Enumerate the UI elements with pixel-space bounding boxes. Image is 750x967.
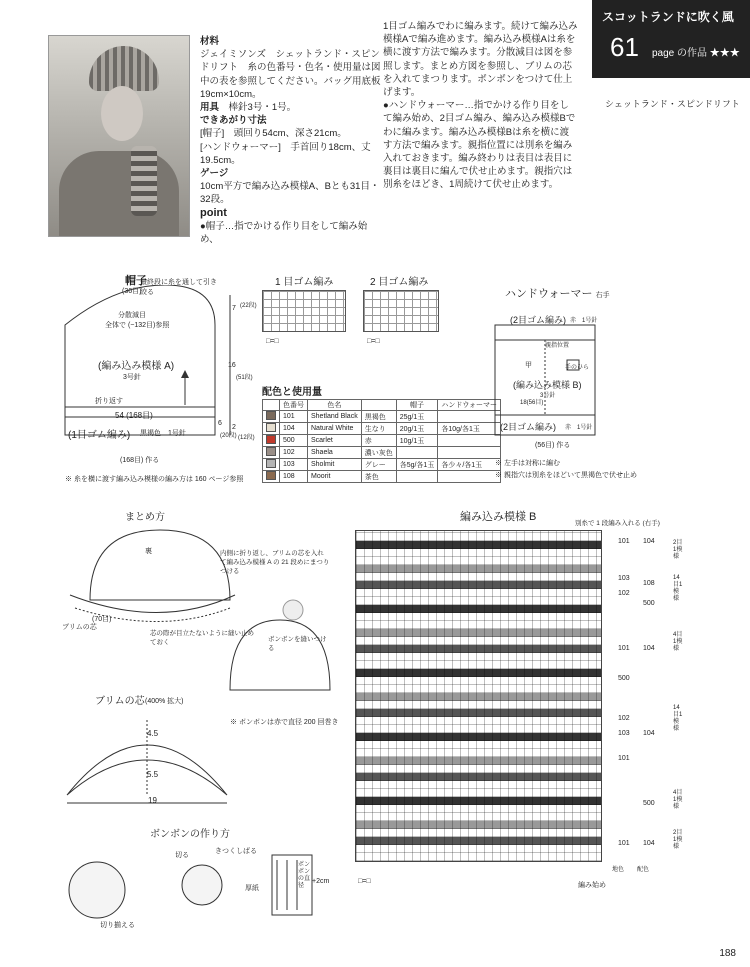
page-label: page の作品 ★★★: [652, 48, 740, 59]
warmer-mid-count: 18(56目): [520, 400, 544, 406]
brim-core-width: 19: [148, 796, 157, 805]
one-rib-chart: [262, 290, 346, 332]
pattern-row-label: 500: [618, 675, 630, 682]
pattern-col-base: 地色: [612, 867, 625, 873]
hat-dim-c: 6: [218, 420, 222, 427]
instructions-col1: [200, 35, 385, 246]
pattern-row-label: 500: [643, 800, 655, 807]
two-rib-chart: [363, 290, 439, 332]
two-rib-legend: □=□: [367, 338, 380, 345]
handwarmer-illustration: [131, 146, 157, 216]
table-row: 108 Moorit 茶色: [263, 471, 501, 483]
pattern-legend: □=□: [358, 878, 371, 885]
finishing-top-label: 裏: [145, 548, 152, 555]
article-header: [592, 0, 750, 78]
hat-needle: 3号針: [123, 374, 141, 381]
hat-dim-a-rows: (22段): [240, 303, 257, 309]
hat-fold-line: 折り返す: [95, 398, 123, 405]
hat-decrease-note: 分散減目: [118, 312, 146, 319]
pompom-size-note: ※ ボンボンは赤で直径 200 回巻き: [230, 719, 339, 726]
pattern-b-title: 編み込み模様 B: [460, 511, 537, 523]
table-row: 104 Natural White 生なり 20g/1玉 各10g/各1玉: [263, 423, 501, 435]
hat-dim-d-rows: (12段): [238, 435, 255, 441]
gauge-text: 10cm平方で編み込み模様A、Bとも31目・32段。: [200, 181, 380, 206]
hat-top-count: (36目): [122, 288, 142, 295]
table-row: 102 Shaela 濃い灰色: [263, 447, 501, 459]
warmer-needle: 3号針: [540, 393, 556, 399]
pattern-row-label: 103: [618, 575, 630, 582]
hat-pattern-label: (編み込み模様 A): [98, 361, 175, 372]
swatch-104: [266, 423, 276, 432]
pattern-col-contrast: 配色: [637, 867, 650, 873]
pattern-side-label: 2目1模様: [673, 830, 683, 850]
warmer-palm: 甲: [525, 362, 532, 369]
pattern-row-label: 102: [618, 590, 630, 597]
pattern-row-label: 104: [643, 730, 655, 737]
col2-paragraph-1: 1目ゴム編みでわに編みます。続けて編み込み模様Aで編み進めます。編み込み模様Aは糸を横に渡す方法で編みます。分散減目は図を参照します。まとめ方図を参照し、ブリムの芯を入れてまつります。ボンボンをつけて仕上げます。: [383, 21, 578, 99]
swatch-108: [266, 471, 276, 480]
materials-heading: 材料: [200, 36, 220, 47]
pompom-step-cut: 切る: [175, 852, 189, 859]
pattern-row-label: 104: [643, 645, 655, 652]
swatch-500: [266, 435, 276, 444]
size-hat: [帽子] 頭回り54cm、深さ21cm。: [200, 128, 347, 140]
size-warmer: [ハンドウォーマー] 手首回り18cm、丈19.5cm。: [200, 141, 371, 166]
header-name: 色名: [308, 400, 362, 411]
hat-ribbing-color: 黒褐色 1号針: [140, 430, 186, 437]
swatch-101: [266, 411, 276, 420]
header-num: 色番号: [280, 400, 308, 411]
pattern-row-label: 101: [618, 840, 630, 847]
pattern-side-label: 4目1模様: [673, 632, 683, 652]
article-title: スコットランドに吹く風: [602, 10, 734, 24]
hat-cast-on: (168目) 作る: [120, 457, 160, 464]
pompom-title: ボンボンの作り方: [150, 829, 230, 840]
warmer-note-1: ※ 左手は対称に編む: [495, 460, 560, 467]
hat-decrease-detail: 全体で (−132目)参照: [105, 322, 170, 329]
hat-top-note: 最終段に糸を通して引き絞る: [140, 279, 217, 296]
warmer-ribbing-bottom-note: 赤 1号針: [565, 425, 593, 431]
model-photo: [48, 35, 190, 237]
finishing-brim-count: (70目): [92, 616, 112, 623]
brim-core-title: ブリムの芯: [95, 696, 145, 707]
one-rib-title: 1 目ゴム編み: [275, 277, 334, 288]
pompom-cut-note: 切り揃える: [100, 922, 135, 929]
pattern-row-label: 101: [618, 755, 630, 762]
pattern-row-label: 102: [618, 715, 630, 722]
point-text: ●帽子…指でかける作り目をして編み始め、: [200, 220, 368, 246]
finishing-brim-label: ブリムの芯: [62, 624, 97, 631]
hat-footnote: ※ 糸を横に渡す編み込み模様の編み方は 160 ページ参照: [65, 476, 244, 483]
pompom-plus: +2cm: [312, 878, 330, 885]
hat-dim-a: 7: [232, 305, 236, 312]
materials-text: ジェイミソンズ シェットランド・スピンドリフト 糸の色番号・色名・使用量は図中の表を参照してください。バッグ用底板19cm×10cm。: [200, 49, 381, 100]
pattern-row-label: 104: [643, 840, 655, 847]
pattern-side-label: 2目1模様: [673, 540, 683, 560]
table-header-row: [263, 400, 501, 411]
color-usage-table: [262, 399, 501, 483]
warmer-title: ハンドウォーマー 右手: [505, 288, 610, 300]
warmer-thumb-pos: 親指位置: [545, 343, 570, 349]
pattern-row-label: 103: [618, 730, 630, 737]
swatch-102: [266, 447, 276, 456]
header-warmer: ハンドウォーマー: [438, 400, 501, 411]
point-heading: point: [200, 206, 227, 219]
swatch-103: [266, 459, 276, 468]
hat-diagram-title: 帽子: [125, 275, 147, 287]
brim-core-height-2: 5.5: [147, 770, 159, 779]
warmer-note-2: ※ 親指穴は別糸をほどいて黒褐色で伏せ止め: [495, 472, 637, 479]
pompom-card: 厚紙: [245, 885, 259, 892]
hat-dim-d: 2: [232, 424, 236, 431]
pattern-row-label: 101: [618, 645, 630, 652]
face-illustration: [101, 86, 143, 141]
finishing-fold-note: 内側に折り返し、ブリムの芯を入れて編み込み模様 A の 21 段めにまつりつける: [220, 550, 330, 575]
tools-heading: 用具: [200, 102, 220, 114]
finishing-title: まとめ方: [125, 512, 165, 523]
table-row: 103 Sholmit グレー 各5g/各1玉 各少々/各1玉: [263, 459, 501, 471]
pattern-row-label: 500: [643, 600, 655, 607]
table-row: 101 Shetland Black 黒褐色 25g/1玉: [263, 411, 501, 423]
pompom-note: ボンボンを縫いつける: [268, 636, 327, 652]
hat-illustration: [89, 46, 159, 91]
brim-core-scale: (400% 拡大): [145, 698, 184, 705]
pattern-b-note: 別糸で 1 段編み入れる (右手): [575, 520, 660, 527]
color-table-title: 配色と使用量: [262, 387, 322, 398]
finishing-brim-note: 芯の際が目立たないように縫い止めておく: [150, 630, 254, 646]
hat-ribbing: (1目ゴム編み): [68, 430, 131, 441]
gauge-heading: ゲージ: [200, 168, 229, 180]
table-row: 500 Scarlet 赤 10g/1玉: [263, 435, 501, 447]
pattern-side-label: 14目1模様: [673, 575, 683, 602]
article-number: 61: [610, 32, 639, 62]
pompom-diameter: ボンボンの直径: [298, 862, 311, 889]
pattern-b-color-column: [603, 530, 663, 860]
body-illustration: [59, 151, 179, 236]
col2-paragraph-2: ●ハンドウォーマー…指でかける作り目をして編み始め、2目ゴム編み、編み込み模様Bでわに編みます。編み込み模様Bは糸を横に渡す方法で編みます。親指位置には別糸を編み入れておきます。編み終わりは表目は表目に裏目は裏目に編んで伏せ止めます。親指穴は別糸をほどき、1周続けて伏せ止めます。: [383, 100, 576, 191]
brim-core-height-1: 4.5: [147, 729, 159, 738]
pattern-side-label: 14目1模様: [673, 705, 683, 732]
yarn-subtitle: シェットランド・スピンドリフト: [605, 99, 740, 109]
warmer-ribbing-top: (2目ゴム編み): [510, 315, 566, 325]
pompom-step-tie: きつくしばる: [215, 848, 257, 855]
pattern-side-label: 4目1模様: [673, 790, 683, 810]
warmer-pattern: (編み込み模様 B): [513, 380, 582, 390]
warmer-ribbing-bottom: (2目ゴム編み): [500, 422, 556, 432]
pattern-b-chart: [355, 530, 602, 862]
pattern-row-label: 104: [643, 538, 655, 545]
hat-dim-b-rows: (51段): [236, 375, 253, 381]
page-number: 188: [719, 948, 736, 959]
hat-stitch-count: 54 (168目): [115, 411, 153, 420]
pattern-start-label: 編み始め: [578, 882, 606, 889]
two-rib-title: 2 目ゴム編み: [370, 277, 429, 288]
warmer-palm-side: 手のひら: [565, 365, 590, 371]
size-heading: できあがり寸法: [200, 115, 267, 127]
tools-text: 棒針3号・1号。: [228, 102, 297, 114]
header-hat: 帽子: [396, 400, 438, 411]
warmer-cast-on: (56目) 作る: [535, 442, 571, 449]
instructions-col2: [383, 20, 578, 192]
hat-dim-c-rows: (20段): [220, 433, 237, 439]
warmer-ribbing-top-note: 赤 1号針: [570, 318, 598, 324]
pattern-row-label: 108: [643, 580, 655, 587]
one-rib-legend: □=□: [266, 338, 279, 345]
pattern-row-label: 101: [618, 538, 630, 545]
hat-dim-b: 16: [228, 362, 236, 369]
